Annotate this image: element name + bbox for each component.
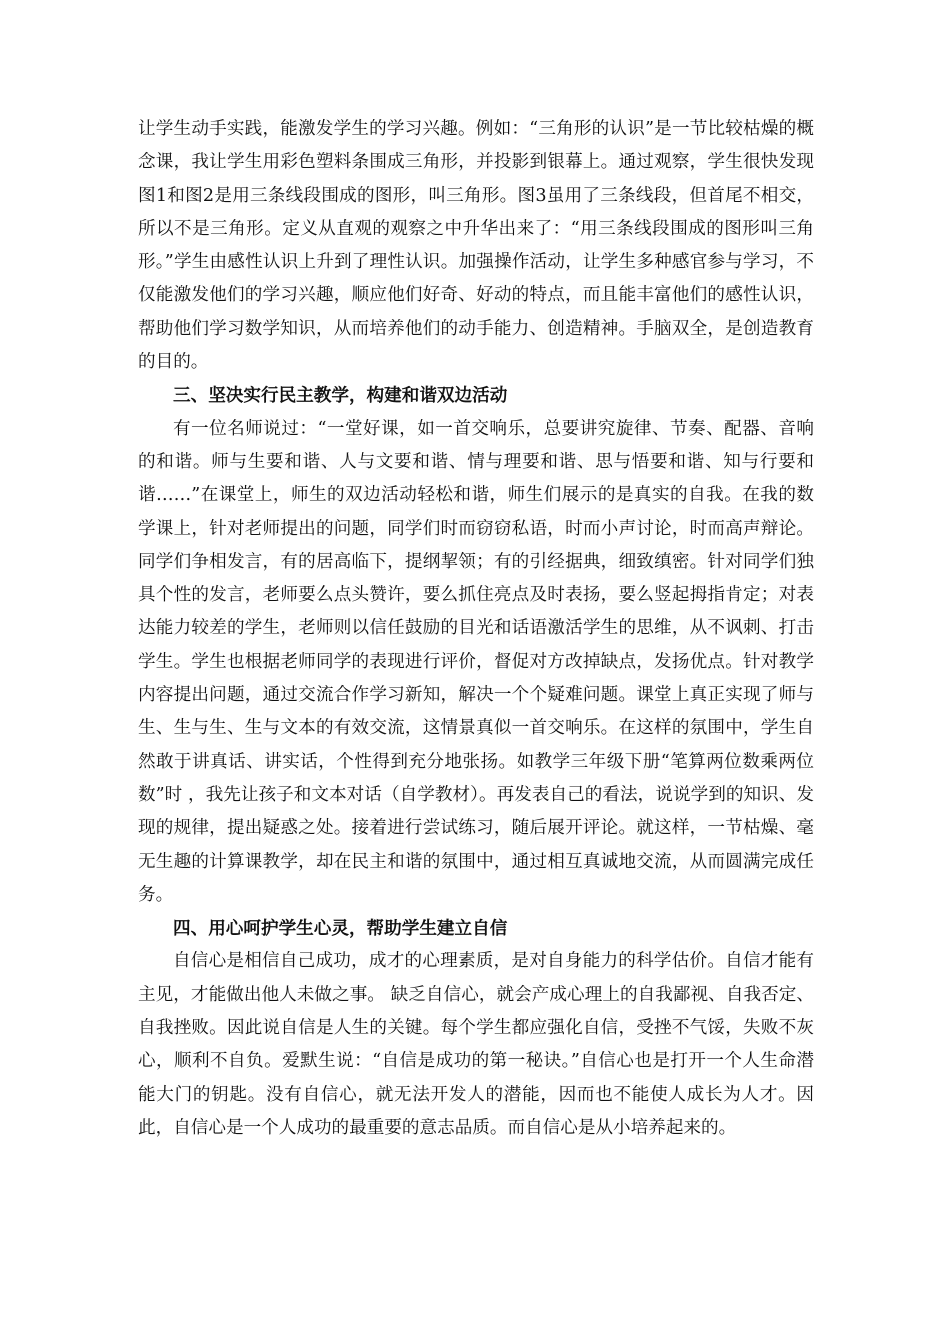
body-paragraph: 有一位名师说过：“一堂好课，如一首交响乐，总要讲究旋律、节奏、配器、音响的和谐。师与生要和谐、人与文要和谐、情与理要和谐、思与悟要和谐、知与行要和谐……”在课堂上，师生的双边活动轻松和谐，师生们展示的是真实的自我。在我的数学课上，针对老师提出的问题，同学们时而窃窃私语，时而小声讨论，时而高声辩论。同学们争相发言，有的居高临下，提纲挈领；有的引经据典，细致缜密。针对同学们独具个性的发言，老师要么点头赞许，要么抓住亮点及时表扬，要么竖起拇指肯定；对表达能力较差的学生，老师则以信任鼓励的目光和话语激活学生的思维，从不讽刺、打击学生。学生也根据老师同学的表现进行评价，督促对方改掉缺点，发扬优点。针对教学内容提出问题，通过交流合作学习新知，解决一个个疑难问题。课堂上真正实现了师与生、生与生、生与文本的有效交流，这情景真似一首交响乐。在这样的氛围中，学生自然敢于讲真话、讲实话，个性得到充分地张扬。如教学三年级下册“笔算两位数乘两位数”时 ，我先让孩子和文本对话（自学教材）。再发表自己的看法，说说学到的知识、发现的规律，提出疑惑之处。接着进行尝试练习，随后展开评论。就这样，一节枯燥、毫无生趣的计算课教学，却在民主和谐的氛围中，通过相互真诚地交流，从而圆满完成任务。: [138, 418, 814, 905]
body-paragraph: 自信心是相信自己成功，成才的心理素质，是对自身能力的科学估价。自信才能有主见，才能做出他人未做之事。 缺乏自信心，就会产成心理上的自我鄙视、自我否定、自我挫败。因此说自信是人生的关键。每个学生都应强化自信，受挫不气馁，失败不灰心，顺利不自负。爱默生说：“自信是成功的第一秘诀。”自信心也是打开一个人生命潜能大门的钥匙。没有自信心，就无法开发人的潜能，因而也不能使人成长为人才。因此，自信心是一个人成功的最重要的意志品质。而自信心是从小培养起来的。: [138, 951, 814, 1138]
section-heading: 四、用心呵护学生心灵，帮助学生建立自信: [173, 918, 508, 940]
document-page: [138, 113, 814, 1145]
body-paragraph: 让学生动手实践，能激发学生的学习兴趣。例如：“三角形的认识”是一节比较枯燥的概念课，我让学生用彩色塑料条围成三角形，并投影到银幕上。通过观察，学生很快发现图1和图2是用三条线段围成的图形，叫三角形。图3虽用了三条线段，但首尾不相交，所以不是三角形。定义从直观的观察之中升华出来了：“用三条线段围成的图形叫三角形。”学生由感性认识上升到了理性认识。加强操作活动，让学生多种感官参与学习，不仅能激发他们的学习兴趣，顺应他们好奇、好动的特点，而且能丰富他们的感性认识，帮助他们学习数学知识，从而培养他们的动手能力、创造精神。手脑双全，是创造教育的目的。: [138, 119, 814, 373]
section-heading: 三、坚决实行民主教学，构建和谐双边活动: [173, 385, 508, 407]
